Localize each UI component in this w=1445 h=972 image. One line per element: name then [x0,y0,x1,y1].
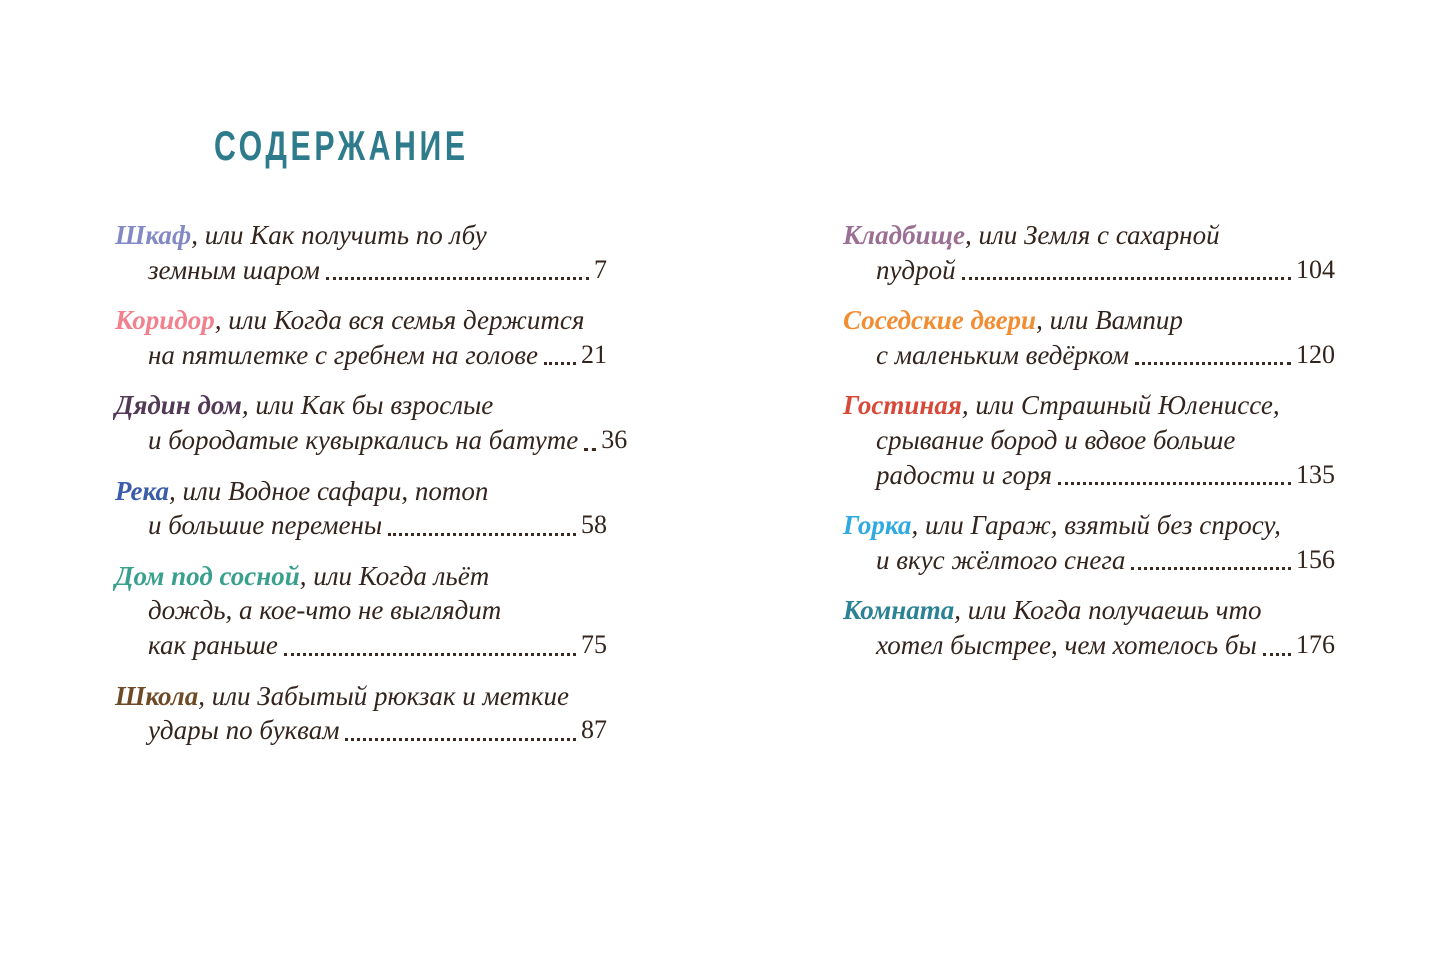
dot-leader [1135,362,1291,365]
toc-entry-first-line [115,474,607,509]
chapter-subtitle-cont: и вкус жёлтого снега [876,544,1126,575]
toc-entry-gostinaya [843,388,1335,492]
page-number: 36 [601,424,628,454]
chapter-subtitle: , или Земля с сахарной [965,220,1220,250]
page-number: 156 [1296,544,1335,574]
toc-entry-first-line [115,559,607,594]
chapter-title: Дядин дом [115,390,242,421]
toc-entry-last-line [843,253,1335,288]
toc-entry-middle-line: срывание бород и вдвое больше [876,424,1236,455]
toc-entry-first-line [115,218,607,253]
toc-entry-last-line [843,338,1335,373]
toc-entry-last-line [115,423,628,458]
toc-entry-first-line [115,303,607,338]
chapter-subtitle: , или Когда вся семья держится [214,305,585,336]
toc-column-right [843,218,1335,679]
toc-entry-first-line [843,218,1335,253]
chapter-subtitle: , или Водное сафари, потоп [169,475,489,506]
toc-entry-first-line [115,679,607,714]
chapter-title: Кладбище [843,220,966,250]
toc-entry-gorka [843,508,1335,577]
chapter-subtitle: , или Когда льёт [299,560,490,591]
toc-entry-middle-line: дождь, а кое-что не выглядит [148,595,502,626]
chapter-subtitle-cont: пудрой [876,254,956,285]
dot-leader [284,653,576,656]
page-number: 58 [581,510,607,540]
chapter-subtitle: , или Как получить по лбу [191,220,487,250]
chapter-subtitle: , или Когда получаешь что [954,595,1262,626]
page-number: 176 [1296,629,1335,659]
chapter-subtitle: , или Гараж, взятый без спросу, [911,510,1281,541]
toc-entry-last-line [115,508,607,543]
toc-column-left [115,218,628,764]
toc-entry-last-line [115,338,607,373]
chapter-subtitle-cont: радости и горя [876,459,1052,490]
toc-entry-last-line [843,543,1335,578]
chapter-title: Школа [115,680,199,711]
toc-entry-koridor [115,303,607,372]
chapter-subtitle: , или Забытый рюкзак и меткие [198,680,569,711]
chapter-subtitle: , или Вампир [1036,305,1183,336]
toc-entry-first-line [843,508,1335,543]
toc-entry-shkola [115,679,607,748]
toc-entry-dom-pod-sosnoy [115,559,607,663]
chapter-subtitle: , или Как бы взрослые [241,390,494,421]
toc-entry-sosedskie-dveri [843,303,1335,372]
toc-entry-first-line [115,388,607,423]
toc-entry-last-line [115,253,607,288]
chapter-title: Река [115,475,170,506]
dot-leader [962,277,1291,280]
dot-leader [544,362,576,365]
dot-leader [584,448,596,451]
toc-entry-shkaf [115,218,607,287]
chapter-subtitle-cont: хотел быстрее, чем хотелось бы [876,629,1257,660]
dot-leader [388,533,576,536]
toc-entry-last-line [843,628,1335,663]
dot-leader [1263,653,1291,656]
dot-leader [1058,482,1291,485]
page-number: 104 [1296,254,1335,284]
page-title: СОДЕРЖАНИЕ [214,122,469,169]
toc-entry-last-line [115,713,607,748]
toc-entry-komnata [843,593,1335,662]
toc-entry-dyadin-dom [115,388,628,457]
toc-entry-reka [115,474,607,543]
chapter-title: Гостиная [843,390,962,421]
chapter-title: Комната [843,595,955,626]
page-number: 7 [594,254,607,284]
toc-entry-first-line [843,593,1335,628]
chapter-subtitle: , или Страшный Юлениссе, [961,390,1280,421]
chapter-subtitle-cont: на пятилетке с гребнем на голове [148,339,538,370]
chapter-subtitle-cont: как раньше [148,629,278,660]
chapter-title: Горка [843,510,912,541]
chapter-title: Коридор [115,305,215,336]
chapter-title: Соседские двери [843,305,1037,336]
chapter-subtitle-cont: и бородатые кувыркались на батуте [148,424,579,455]
dot-leader [345,738,576,741]
chapter-title: Шкаф [115,220,192,250]
chapter-title: Дом под сосной [115,560,300,591]
page-number: 21 [581,339,607,369]
chapter-subtitle-cont: и большие перемены [148,510,383,541]
dot-leader [326,277,589,280]
chapter-subtitle-cont: с маленьким ведёрком [876,339,1130,370]
chapter-subtitle-cont: земным шаром [148,254,320,285]
toc-entry-kladbishche [843,218,1335,287]
dot-leader [1131,567,1291,570]
toc-entry-last-line [843,458,1335,493]
toc-entry-first-line [843,388,1335,423]
toc-entry-first-line [843,303,1335,338]
page-number: 87 [581,715,607,745]
page-number: 75 [581,629,607,659]
page-number: 120 [1296,339,1335,369]
chapter-subtitle-cont: удары по буквам [148,715,340,746]
toc-entry-last-line [115,628,607,663]
page-number: 135 [1296,459,1335,489]
